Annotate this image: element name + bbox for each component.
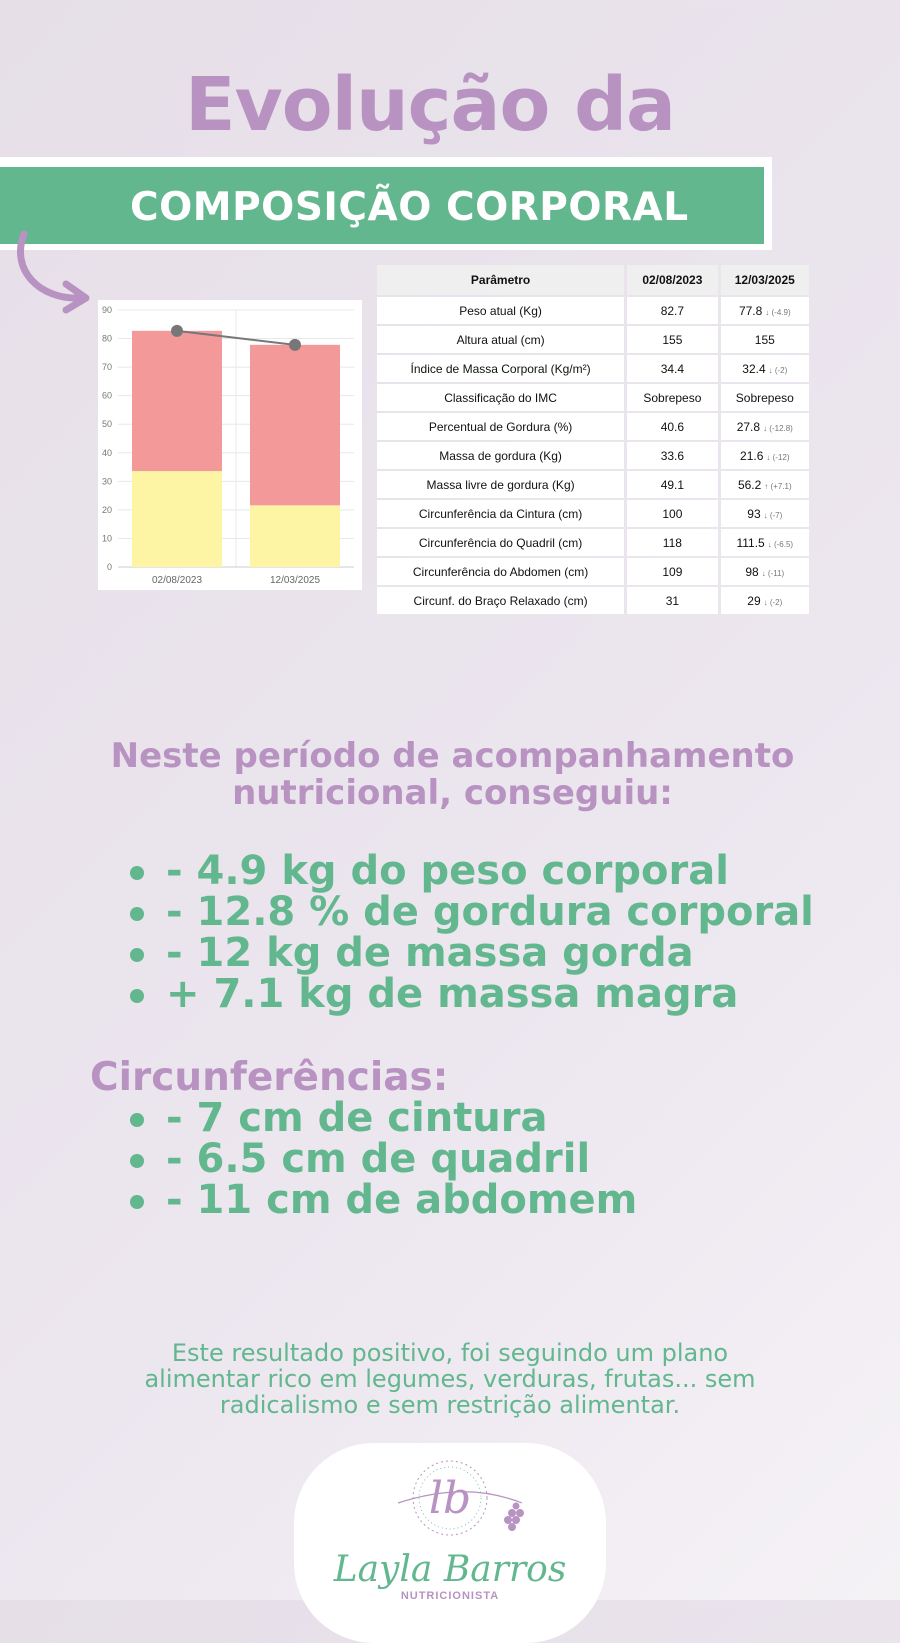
cell-value-date2 xyxy=(721,297,809,324)
cell-value-date2 xyxy=(721,413,809,440)
table-row xyxy=(377,326,809,353)
result-line2: alimentar rico em legumes, verduras, frutas... sem xyxy=(144,1365,756,1393)
cell-param: Peso atual (Kg) xyxy=(377,297,624,324)
change-indicator: ↓ (-12) xyxy=(766,452,790,462)
table-row xyxy=(377,442,809,469)
bullet-icon xyxy=(130,948,144,962)
table-row xyxy=(377,297,809,324)
cell-value-date1: 155 xyxy=(627,326,717,353)
cell-param: Classificação do IMC xyxy=(377,384,624,411)
cell-value-date1: 49.1 xyxy=(627,471,717,498)
list-item xyxy=(120,971,814,1017)
cell-value: 32.4 xyxy=(742,361,766,376)
list-item xyxy=(120,848,814,894)
x-tick-label: 12/03/2025 xyxy=(269,575,321,586)
result-line3: radicalismo e sem restrição alimentar. xyxy=(219,1391,681,1419)
composition-chart xyxy=(98,300,362,590)
cell-value: 56.2 xyxy=(737,477,762,492)
cell-param: Circunferência da Cintura (cm) xyxy=(377,500,624,527)
cell-param: Circunferência do Abdomen (cm) xyxy=(377,558,624,585)
list-item xyxy=(120,889,814,935)
cell-value-date1: 31 xyxy=(627,587,717,614)
bullet-icon xyxy=(130,1195,144,1209)
cell-value-date1: 34.4 xyxy=(627,355,717,382)
circumferences-heading: Circunferências: xyxy=(90,1055,449,1100)
y-tick-label: 0 xyxy=(106,562,112,572)
cell-value: 155 xyxy=(754,332,775,347)
bar-lean-mass xyxy=(132,331,222,471)
x-tick-label: 02/08/2023 xyxy=(151,575,203,586)
y-tick-label: 80 xyxy=(101,333,112,344)
cell-param: Massa de gordura (Kg) xyxy=(377,442,624,469)
y-tick-label: 60 xyxy=(101,390,112,401)
y-tick-label: 20 xyxy=(101,504,112,515)
list-item-text: - 11 cm de abdomem xyxy=(166,1177,638,1223)
logo-name: Layla Barros xyxy=(333,1549,567,1590)
cell-value-date1: 109 xyxy=(627,558,717,585)
cell-value-date1: 33.6 xyxy=(627,442,717,469)
cell-value: 27.8 xyxy=(736,419,761,434)
bullet-icon xyxy=(130,907,144,921)
cell-value-date2 xyxy=(721,384,809,411)
cell-value-date2 xyxy=(721,587,809,614)
bullet-icon xyxy=(130,989,144,1003)
change-indicator: ↓ (-7) xyxy=(763,510,783,520)
cell-value: Sobrepeso xyxy=(735,390,794,405)
table-body xyxy=(377,297,809,614)
achievements-heading-line1: Neste período de acompanhamento xyxy=(110,736,795,776)
bar-lean-mass xyxy=(250,345,340,505)
cell-value: 93 xyxy=(747,506,761,521)
cell-value: 111.5 xyxy=(736,535,765,550)
table-row xyxy=(377,384,809,411)
cell-value: 77.8 xyxy=(738,303,763,318)
page-title: Evolução da xyxy=(185,62,675,148)
change-indicator: ↑ (+7.1) xyxy=(764,481,792,491)
cell-param: Altura atual (cm) xyxy=(377,326,624,353)
bullet-icon xyxy=(130,1154,144,1168)
cell-value-date2 xyxy=(721,500,809,527)
composition-table xyxy=(374,263,812,616)
bullet-icon xyxy=(130,1113,144,1127)
list-item-text: - 12.8 % de gordura corporal xyxy=(166,889,814,935)
logo-monogram: lb xyxy=(428,1473,472,1524)
cell-value-date2 xyxy=(721,326,809,353)
cell-param: Percentual de Gordura (%) xyxy=(377,413,624,440)
logo-role: NUTRICIONISTA xyxy=(400,1590,500,1602)
change-indicator: ↓ (-6.5) xyxy=(767,539,794,549)
circumferences-list xyxy=(120,1095,638,1223)
cell-value-date1: Sobrepeso xyxy=(627,384,717,411)
y-tick-label: 40 xyxy=(101,447,112,458)
column-header-date2: 12/03/2025 xyxy=(721,265,809,295)
cell-value-date2 xyxy=(721,471,809,498)
table-header-row xyxy=(377,265,809,295)
list-item-text: - 4.9 kg do peso corporal xyxy=(166,848,729,894)
cell-value: 29 xyxy=(747,593,761,608)
table-row xyxy=(377,500,809,527)
table-row xyxy=(377,587,809,614)
table-row xyxy=(377,471,809,498)
table-row xyxy=(377,558,809,585)
bullet-icon xyxy=(130,866,144,880)
cell-value-date1: 100 xyxy=(627,500,717,527)
achievements-heading-line2: nutricional, conseguiu: xyxy=(232,773,673,813)
weight-point xyxy=(289,339,301,351)
banner-title: COMPOSIÇÃO CORPORAL xyxy=(130,185,689,230)
change-indicator: ↓ (-2) xyxy=(763,597,783,607)
cell-param: Índice de Massa Corporal (Kg/m²) xyxy=(377,355,624,382)
cell-value-date1: 118 xyxy=(627,529,717,556)
bar-fat-mass xyxy=(250,505,340,567)
result-line1: Este resultado positivo, foi seguindo um plano xyxy=(171,1339,729,1367)
list-item xyxy=(120,1095,637,1141)
y-tick-label: 70 xyxy=(101,362,112,373)
change-indicator: ↓ (-12.8) xyxy=(763,423,793,433)
cell-value-date2 xyxy=(721,558,809,585)
cell-param: Massa livre de gordura (Kg) xyxy=(377,471,624,498)
y-tick-label: 30 xyxy=(101,476,112,487)
cell-param: Circunf. do Braço Relaxado (cm) xyxy=(377,587,624,614)
list-item-text: - 12 kg de massa gorda xyxy=(166,930,694,976)
change-indicator: ↓ (-4.9) xyxy=(765,307,791,317)
list-item xyxy=(120,1177,638,1223)
result-text xyxy=(95,1340,805,1418)
table-row xyxy=(377,355,809,382)
y-tick-label: 90 xyxy=(101,305,112,315)
cell-param: Circunferência do Quadril (cm) xyxy=(377,529,624,556)
list-item-text: + 7.1 kg de massa magra xyxy=(166,971,739,1017)
logo-monogram-icon xyxy=(294,1443,606,1553)
logo xyxy=(294,1443,606,1643)
cell-value-date2 xyxy=(721,442,809,469)
cell-value-date1: 82.7 xyxy=(627,297,717,324)
cell-value-date2 xyxy=(721,355,809,382)
y-tick-label: 10 xyxy=(101,533,112,544)
list-item xyxy=(120,1136,637,1182)
column-header-param: Parâmetro xyxy=(377,265,624,295)
list-item-text: - 6.5 cm de quadril xyxy=(166,1136,591,1182)
list-item-text: - 7 cm de cintura xyxy=(166,1095,548,1141)
cell-value-date2 xyxy=(721,529,809,556)
bar-fat-mass xyxy=(132,471,222,567)
chart-svg xyxy=(98,300,362,590)
weight-point xyxy=(171,325,183,337)
cell-value: 21.6 xyxy=(740,448,764,463)
list-item xyxy=(120,930,814,976)
y-tick-label: 50 xyxy=(101,419,112,430)
column-header-date1: 02/08/2023 xyxy=(627,265,717,295)
achievements-heading xyxy=(80,738,825,812)
change-indicator: ↓ (-2) xyxy=(768,365,788,375)
curved-arrow-icon xyxy=(10,230,100,320)
cell-value-date1: 40.6 xyxy=(627,413,717,440)
cell-value: 98 xyxy=(745,564,759,579)
table-row xyxy=(377,413,809,440)
achievements-list xyxy=(120,848,814,1017)
table-row xyxy=(377,529,809,556)
change-indicator: ↓ (-11) xyxy=(761,568,785,578)
